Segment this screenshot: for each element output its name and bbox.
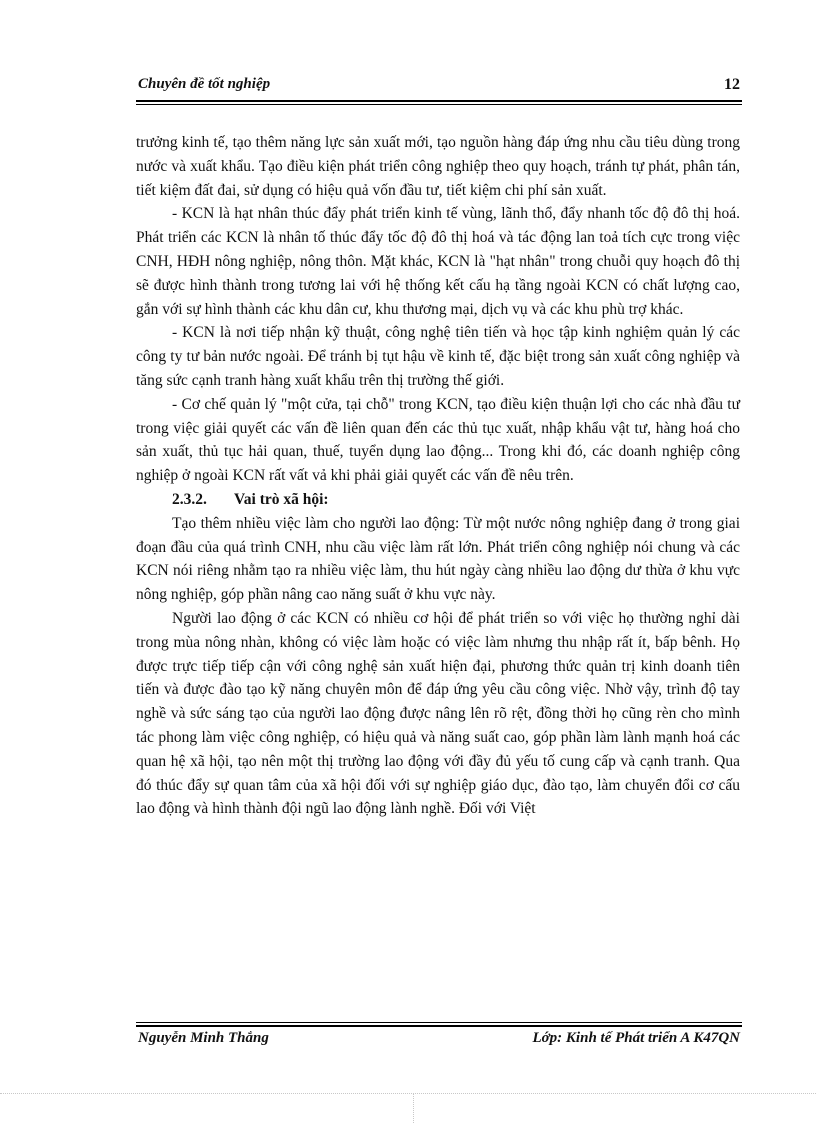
body-paragraph: trưởng kinh tế, tạo thêm năng lực sản xuất mới, tạo nguồn hàng đáp ứng nhu cầu tiêu dùng trong nước và xuất khẩu. Tạo điều kiện phát triển công nghiệp theo quy hoạch, tránh tự phát, phân tán, tiết kiệm đất đai, sử dụng có hiệu quả vốn đầu tư, tiết kiệm chi phí sản xuất.: [136, 134, 740, 199]
section-number: 2.3.2.: [172, 490, 207, 508]
body-paragraph: Tạo thêm nhiều việc làm cho người lao động: Từ một nước nông nghiệp đang ở trong giai đoạn đầu của quá trình CNH, nhu cầu việc làm rất lớn. Phát triển công nghiệp nói chung và các KCN nói riêng nhằm tạo ra nhiều việc làm, thu hút ngày càng nhiều lao động dư thừa ở khu vực nông nghiệp, góp phần nâng cao năng suất ở khu vực này.: [136, 514, 740, 604]
section-heading: [136, 488, 740, 512]
header-rule: [136, 100, 742, 102]
body-paragraph: - KCN là hạt nhân thúc đẩy phát triển kinh tế vùng, lãnh thổ, đẩy nhanh tốc độ đô thị hoá. Phát triển các KCN là nhân tố thúc đẩy tốc độ đô thị hoá và tác động lan toả tích cực trong việc CNH, HĐH nông nghiệp, nông thôn. Mặt khác, KCN là "hạt nhân" trong chuỗi quy hoạch đô thị sẽ được hình thành trong tương lai với hệ thống kết cấu hạ tầng ngoài KCN có chất lượng cao, gắn với sự hình thành các khu dân cư, khu thương mại, dịch vụ và các khu phù trợ khác.: [136, 205, 740, 318]
footer-rule: [136, 1025, 742, 1027]
footer-rule-thin: [136, 1022, 742, 1023]
author-name: Nguyễn Minh Thắng: [138, 1030, 269, 1046]
body-paragraph: - Cơ chế quản lý "một cửa, tại chỗ" trong KCN, tạo điều kiện thuận lợi cho các nhà đầu tư trong việc giải quyết các vấn đề liên quan đến các thủ tục xuất, nhập khẩu vật tư, hàng hoá cho sản xuất, thủ tục hải quan, thuế, tuyển dụng lao động... Trong khi đó, các doanh nghiệp công nghiệp ở ngoài KCN rất vất vả khi phải giải quyết các vấn đề nêu trên.: [136, 395, 740, 485]
document-title: Chuyên đề tốt nghiệp: [138, 76, 271, 92]
section-title: Vai trò xã hội:: [234, 490, 329, 508]
page-number: 12: [724, 76, 740, 93]
body-paragraph: - KCN là nơi tiếp nhận kỹ thuật, công nghệ tiên tiến và học tập kinh nghiệm quản lý các công ty tư bản nước ngoài. Để tránh bị tụt hậu về kinh tế, đặc biệt trong sản xuất công nghiệp và tăng sức cạnh tranh hàng xuất khẩu trên thị trường thế giới.: [136, 324, 740, 389]
page-body: [136, 131, 740, 821]
class-label: Lớp: Kinh tế Phát triển A K47QN: [532, 1030, 740, 1046]
page-header: [136, 74, 742, 100]
page-footer: [136, 1028, 742, 1052]
page-boundary-line: [0, 1093, 816, 1094]
header-rule-thin: [136, 104, 742, 105]
body-paragraph: Người lao động ở các KCN có nhiều cơ hội để phát triển so với việc họ thường nghỉ dài trong mùa nông nhàn, không có việc làm hoặc có việc làm nhưng thu nhập rất ít, bấp bênh. Họ được trực tiếp tiếp cận với công nghệ sản xuất hiện đại, phương thức quản trị kinh doanh tiên tiến và được đào tạo kỹ năng chuyên môn để đáp ứng yêu cầu công việc. Nhờ vậy, trình độ tay nghề và sức sáng tạo của người lao động được nâng lên rõ rệt, đồng thời họ cũng rèn cho mình tác phong làm việc công nghiệp, có hiệu quả và năng suất cao, góp phần làm lành mạnh hoá các quan hệ xã hội, tạo nên một thị trường lao động với đầy đủ yếu tố cung cấp và cạnh tranh. Qua đó thúc đẩy sự quan tâm của xã hội đối với sự nghiệp giáo dục, đào tạo, làm chuyển đổi cơ cấu lao động và hình thành đội ngũ lao động lành nghề. Đối với Việt: [136, 609, 740, 818]
page-boundary-marker: [413, 1093, 414, 1123]
